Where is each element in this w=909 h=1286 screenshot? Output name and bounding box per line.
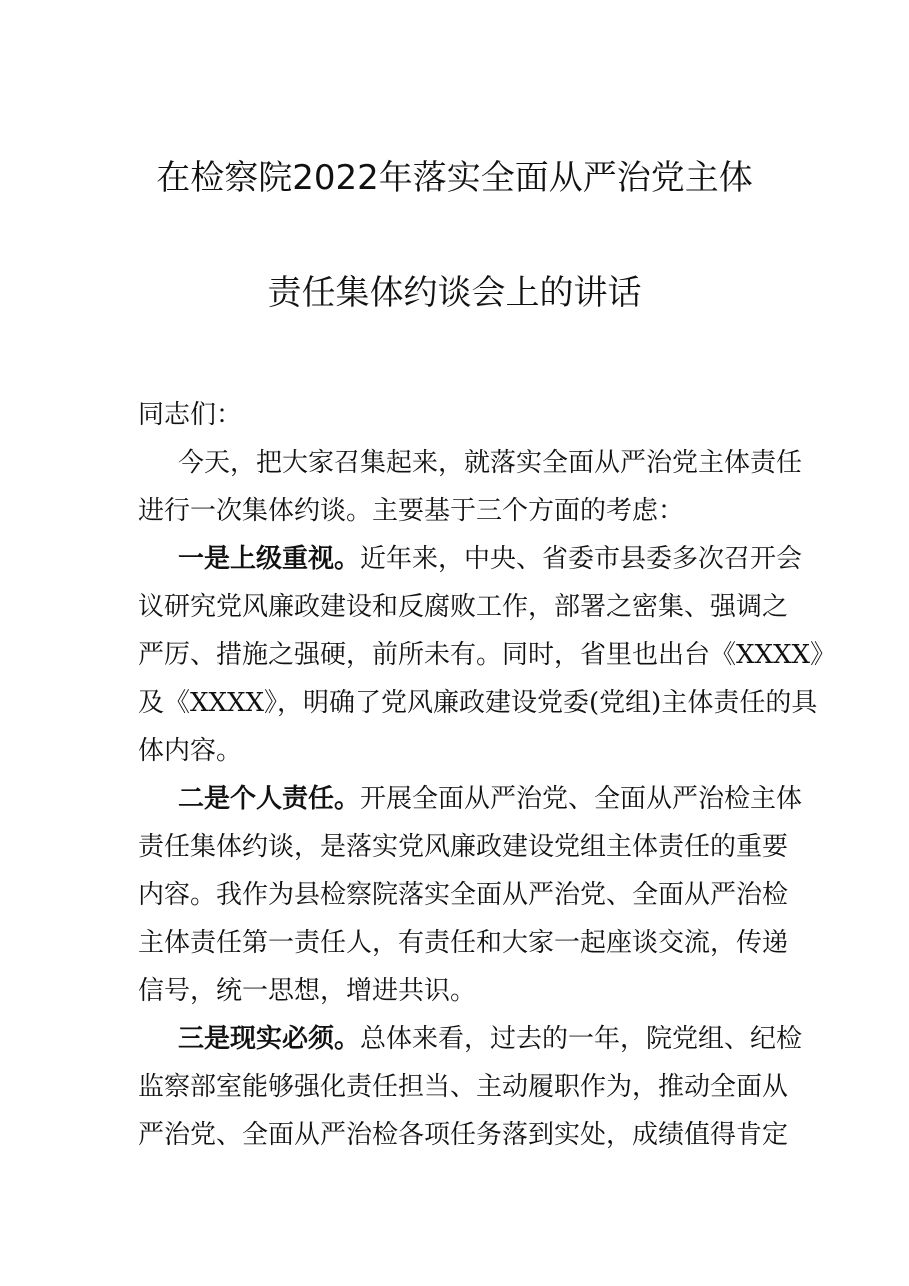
point-2-line-3: 内容。我作为县检察院落实全面从严治党、全面从严治检 (138, 880, 789, 910)
point-3-line-3: 严治党、全面从严治检各项任务落到实处，成绩值得肯定 (138, 1120, 789, 1150)
document-title-line-2: 责任集体约谈会上的讲话 (267, 273, 642, 313)
document-title-line-1: 在检察院2022年落实全面从严治党主体 (156, 158, 753, 198)
point-2-line-2: 责任集体约谈，是落实党风廉政建设党组主体责任的重要 (138, 832, 789, 862)
point-1-heading: 一是上级重视。 (178, 544, 361, 574)
point-3-heading: 三是现实必须。 (178, 1024, 361, 1054)
intro-line-1: 今天，把大家召集起来，就落实全面从严治党主体责任 (178, 448, 803, 478)
point-1-line-5: 体内容。 (138, 736, 243, 766)
point-2-line-5: 信号，统一思想，增进共识。 (138, 976, 477, 1006)
point-2-heading: 二是个人责任。 (178, 784, 361, 814)
salutation: 同志们： (138, 400, 243, 430)
point-1-line-1 (138, 537, 803, 581)
point-2-line-1 (138, 777, 803, 821)
point-2-line-4: 主体责任第一责任人，有责任和大家一起座谈交流，传递 (138, 928, 789, 958)
point-1-line-4: 及《XXXX》，明确了党风廉政建设党委(党组)主体责任的具 (138, 688, 818, 718)
point-1-text: 近年来，中央、省委市县委多次召开会 (360, 544, 803, 574)
point-1-line-3: 严厉、措施之强硬，前所未有。同时，省里也出台《XXXX》 (138, 640, 837, 670)
intro-line-2: 进行一次集体约谈。主要基于三个方面的考虑： (138, 496, 685, 526)
point-3-line-2: 监察部室能够强化责任担当、主动履职作为，推动全面从 (138, 1072, 789, 1102)
point-3-line-1 (138, 1017, 803, 1061)
point-2-text: 开展全面从严治党、全面从严治检主体 (360, 784, 803, 814)
point-1-line-2: 议研究党风廉政建设和反腐败工作，部署之密集、强调之 (138, 592, 789, 622)
point-3-text: 总体来看，过去的一年，院党组、纪检 (360, 1024, 803, 1054)
